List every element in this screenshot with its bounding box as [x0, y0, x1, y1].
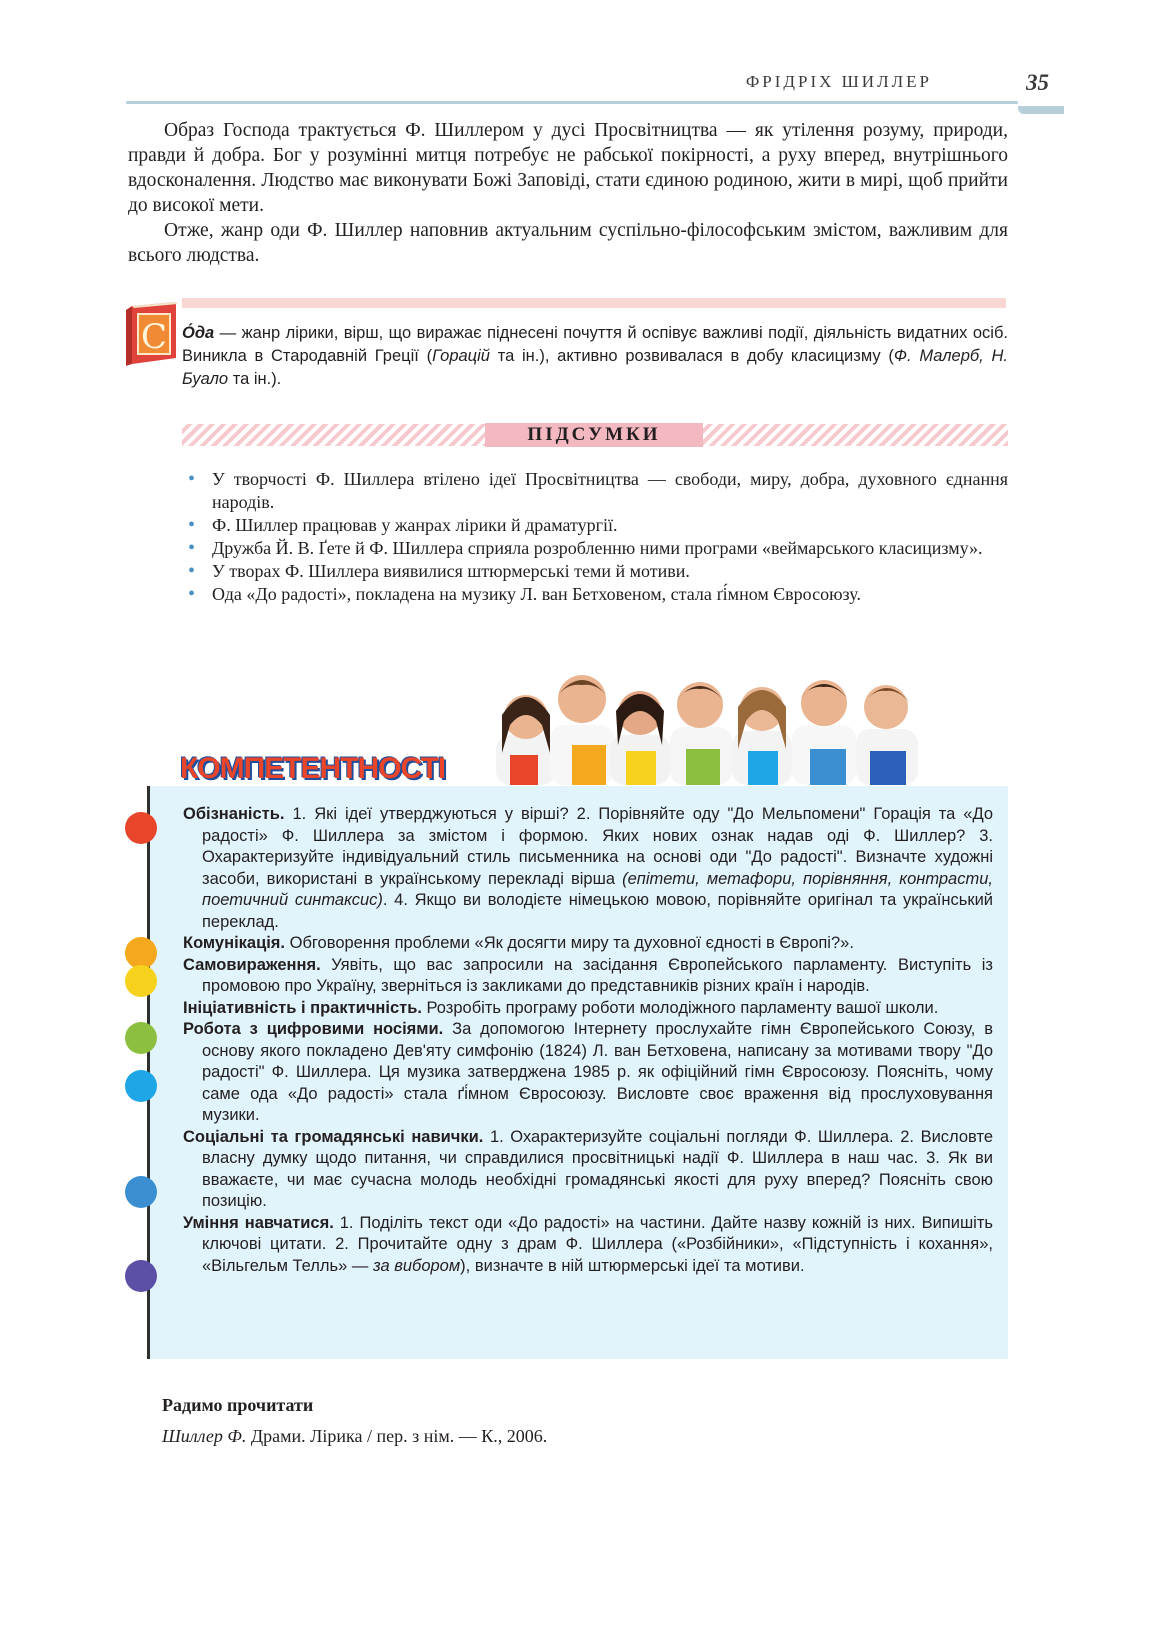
summary-list	[182, 468, 1008, 606]
dictionary-book-icon	[124, 300, 180, 366]
competence-self-expression	[183, 955, 993, 998]
competence-italic: (епітети, метафори, порівняння, контрасти, поетичний синтаксис)	[202, 869, 993, 909]
competence-label: Соціальні та громадянські навички.	[183, 1127, 484, 1146]
competence-dot	[125, 1022, 157, 1054]
competence-text: 1. Поділіть текст оди «До радості» на частини. Дайте назву кожній із них. Випишіть ключові цитати. 2. Прочитайте одну з драм Ф. Шиллера («Розбійники», «Підступність і кохання», «Вільгельм Телль» —	[202, 1213, 993, 1275]
definition-example: Ф. Малерб, Н. Буало	[182, 347, 1009, 388]
competence-dot	[125, 965, 157, 997]
recommended-book-title: Драми. Лірика / пер. з нім. — К., 2006.	[246, 1426, 548, 1446]
competence-text: . 4. Якщо ви володієте німецькою мовою, порівняйте оригінал та український переклад.	[202, 891, 993, 931]
definition-part: — жанр лірики, вірш, що виражає піднесені почуття й оспівує важливі події, діяльність видатних осіб. Виникла в Стародавній Греції (	[182, 324, 1008, 365]
competence-dot	[125, 1070, 157, 1102]
definition-text	[182, 322, 1008, 391]
competence-label: Обізнаність.	[183, 805, 285, 823]
competence-dot	[125, 1176, 157, 1208]
definition-part: та ін.), активно розвивалася в добу класицизму (	[489, 347, 894, 365]
intro-paragraph-1: Образ Господа трактується Ф. Шиллером у дусі Просвітництва — як утілення розуму, природи, правди й добра. Бог у розумінні митця потребує не рабської покірності, а руху вперед, внутрішнього вдосконалення. Людство має виконувати Божі Заповіді, стати єдиною родиною, жити в мирі, щоб прийти до високої мети.	[128, 120, 1008, 216]
running-title: ФРІДРІХ ШИЛЛЕР	[745, 72, 932, 91]
recommended-book	[162, 1426, 547, 1447]
page-number: 35	[1026, 70, 1049, 95]
competence-label: Комунікація.	[183, 934, 286, 952]
competences-list	[183, 804, 993, 1277]
definition-term: О́да	[182, 324, 215, 342]
students-photo	[486, 665, 986, 785]
list-item: • У творчості Ф. Шиллера втілено ідеї Просвітництва — свободи, миру, добра, духовного єднання народів.	[182, 468, 1008, 514]
list-item: • Дружба Й. В. Ґете й Ф. Шиллера сприяла розробленню ними програми «веймарського класицизму».	[182, 537, 1008, 560]
competences-title: КОМПЕТЕНТНОСТІ	[180, 752, 446, 785]
competence-text: ), визначте в ній штюрмерські ідеї та мотиви.	[460, 1256, 805, 1275]
student-figure	[550, 675, 614, 785]
competence-label: Уміння навчатися.	[183, 1213, 334, 1232]
list-item: • Ф. Шиллер працював у жанрах лірики й драматургії.	[182, 514, 1008, 537]
competence-text: 1. Які ідеї утверджуються у вірші? 2. Порівняйте оду "До Мельпомени" Горація та «До радості» Ф. Шиллера за змістом і формою. Яких нових ознак надав оді Ф. Шиллер? 3. Охарактеризуйте індивідуальний стиль письменника на основі оди "До радості". Визначте художні засоби, використані в українському перекладі вірша	[202, 805, 993, 888]
competence-label: Самовираження.	[183, 955, 321, 974]
competence-text: 1. Охарактеризуйте соціальні погляди Ф. Шиллера. 2. Висловте власну думку щодо питання, чи справдилися просвітницькі надії Ф. Шиллера в наш час. 3. Як ви вважаєте, чи має сучасна молодь необхідні громадянські якості для руху вперед? Поясніть свою позицію.	[202, 1127, 993, 1210]
intro-text	[128, 118, 1008, 268]
recommended-author: Шиллер Ф.	[162, 1426, 247, 1446]
summary-title: ПІДСУМКИ	[527, 424, 661, 445]
recommended-title: Радимо прочитати	[162, 1395, 314, 1415]
intro-paragraph-2: Отже, жанр оди Ф. Шиллер наповнив актуальним суспільно-філософським змістом, важливим для всього людства.	[128, 220, 1008, 266]
definition-bar	[182, 298, 1006, 308]
competence-text: За допомогою Інтернету прослухайте гімн Європейського Союзу, в основу якого покладено Дев'яту симфонію (1824) Л. ван Бетховена, написану за мотивами твору "До радості" Ф. Шиллера. Ця музика затверджена 1985 р. як офіційний гімн Євросоюзу. Поясніть, чому саме ода «До радості» стала ґі́мном Євросоюзу. Висловте своє враження від прослуховування музики.	[202, 1020, 993, 1124]
competence-italic: за вибором	[373, 1256, 461, 1275]
competence-text: Обговорення проблеми «Як досягти миру та духовної єдності в Європі?».	[285, 934, 854, 952]
competence-label: Ініціативність і практичність.	[183, 998, 422, 1017]
competence-initiative	[183, 998, 993, 1020]
header-rule	[126, 101, 1018, 104]
competence-digital	[183, 1019, 993, 1127]
competence-learning	[183, 1213, 993, 1278]
competence-dot	[125, 812, 157, 844]
competence-awareness	[183, 804, 993, 933]
competence-dot	[125, 1260, 157, 1292]
definition-part: та ін.).	[228, 370, 282, 388]
competence-label: Робота з цифровими носіями.	[183, 1020, 444, 1038]
competence-communication	[183, 933, 993, 955]
list-item: • У творах Ф. Шиллера виявилися штюрмерські теми й мотиви.	[182, 560, 1008, 583]
definition-example: Горацій	[432, 347, 490, 365]
competence-text: Уявіть, що вас запросили на засідання Європейського парламенту. Виступіть із промовою про Україну, зверніться із закликами до представників різних країн і народів.	[202, 955, 993, 995]
competence-text: Розробіть програму роботи молодіжного парламенту вашої школи.	[421, 998, 939, 1017]
list-item: • Ода «До радості», покладена на музику Л. ван Бетховеном, стала ґі́мном Євросоюзу.	[182, 583, 1008, 606]
header-tab	[1018, 106, 1064, 114]
competence-social	[183, 1127, 993, 1213]
dictionary-letter: С	[140, 317, 168, 357]
